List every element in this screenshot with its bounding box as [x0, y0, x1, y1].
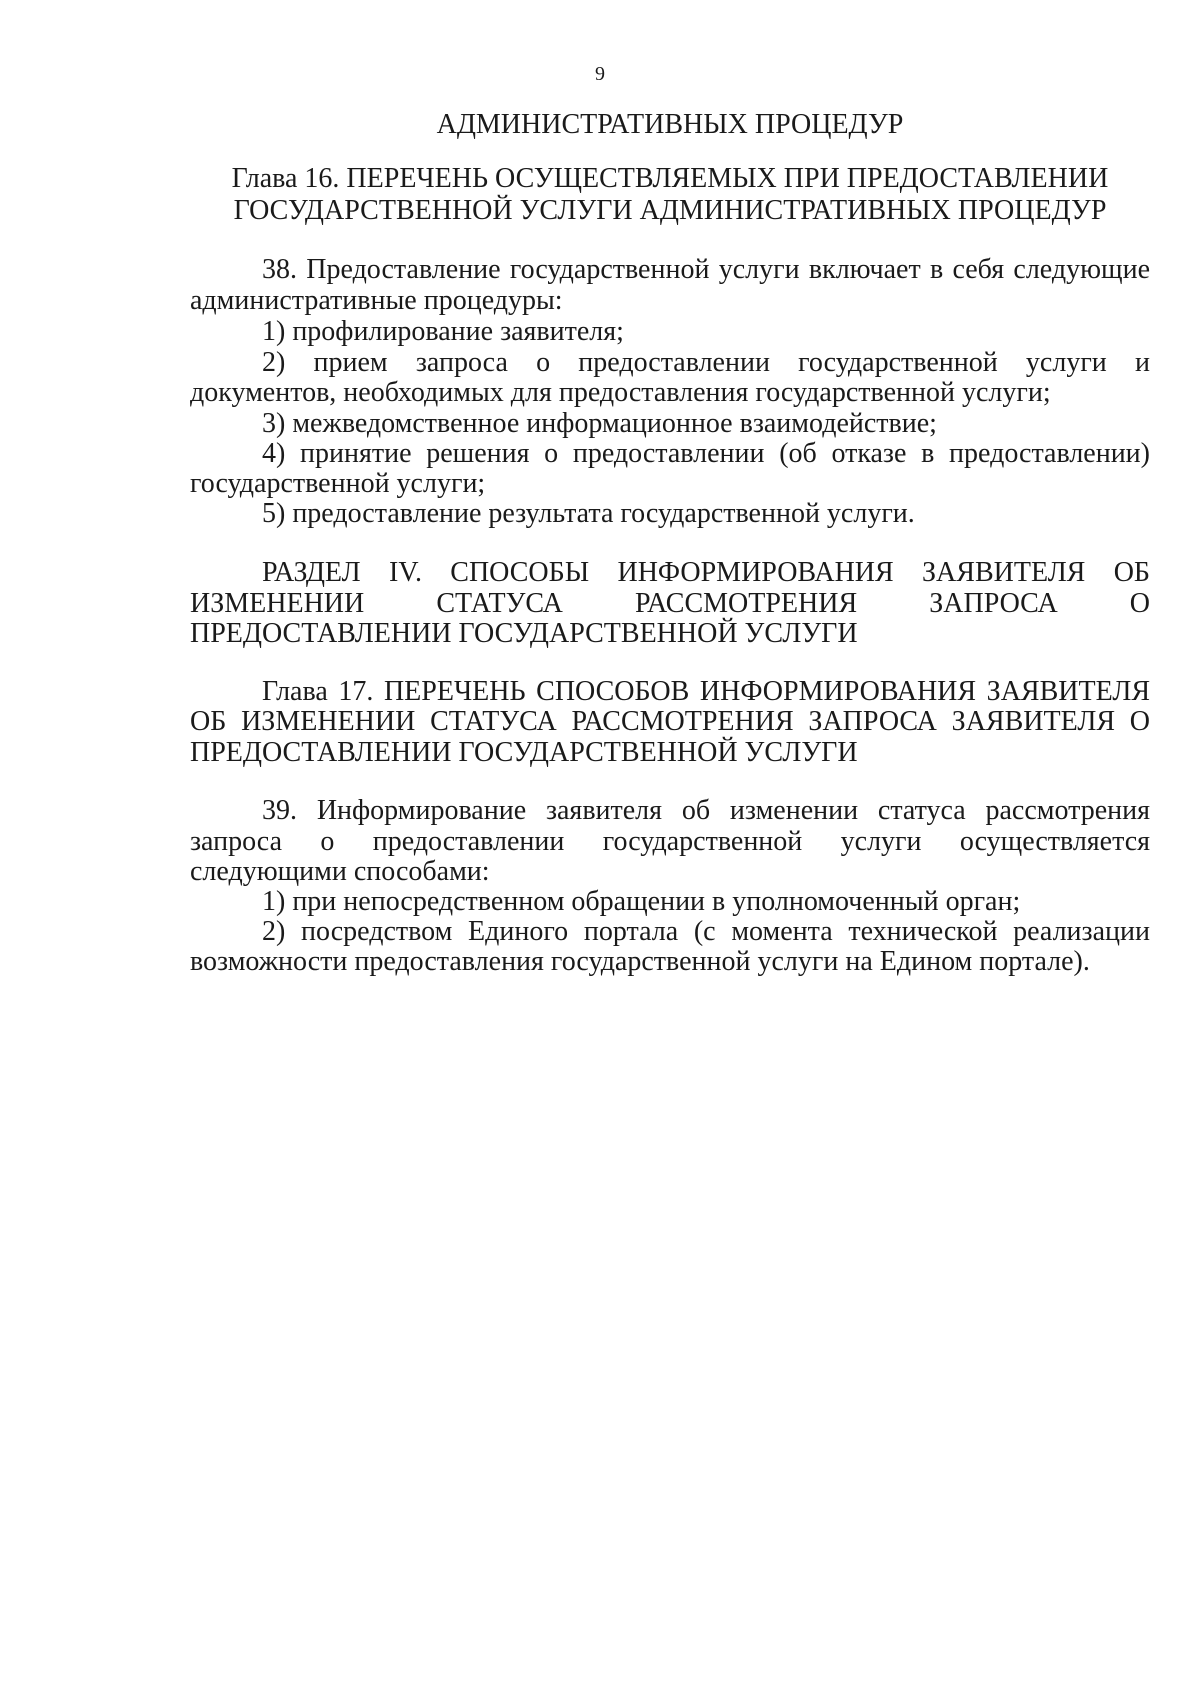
list-item-2-line-2: документов, необходимых для предоставления государственной услуги;	[190, 377, 1051, 408]
paragraph-39-line-1: 39. Информирование заявителя об изменении статуса рассмотрения	[262, 795, 1150, 826]
chapter-17-line-3: ПРЕДОСТАВЛЕНИИ ГОСУДАРСТВЕННОЙ УСЛУГИ	[190, 737, 858, 768]
paragraph-39-line-2: запроса о предоставлении государственной услуги осуществляется	[190, 826, 1150, 857]
section-4-line-1: РАЗДЕЛ IV. СПОСОБЫ ИНФОРМИРОВАНИЯ ЗАЯВИТЕЛЯ ОБ	[262, 557, 1150, 588]
chapter-16-line-2: ГОСУДАРСТВЕННОЙ УСЛУГИ АДМИНИСТРАТИВНЫХ ПРОЦЕДУР	[233, 195, 1107, 226]
heading-continuation: АДМИНИСТРАТИВНЫХ ПРОЦЕДУР	[436, 109, 904, 140]
section-4-line-2: ИЗМЕНЕНИИ СТАТУСА РАССМОТРЕНИЯ ЗАПРОСА О	[190, 588, 1150, 619]
page-number: 9	[595, 63, 605, 85]
list-item-2-line-1: 2) прием запроса о предоставлении государственной услуги и	[262, 347, 1150, 378]
paragraph-38-line-2: административные процедуры:	[190, 285, 563, 316]
chapter-17-line-1: Глава 17. ПЕРЕЧЕНЬ СПОСОБОВ ИНФОРМИРОВАНИЯ ЗАЯВИТЕЛЯ	[262, 676, 1150, 707]
paragraph-38-line-1: 38. Предоставление государственной услуги включает в себя следующие	[262, 254, 1150, 285]
paragraph-39-line-3: следующими способами:	[190, 856, 490, 887]
paragraph-39-item-2-line-1: 2) посредством Единого портала (с момента технической реализации	[262, 916, 1150, 947]
paragraph-39-item-1: 1) при непосредственном обращении в уполномоченный орган;	[262, 886, 1021, 917]
list-item-3: 3) межведомственное информационное взаимодействие;	[262, 408, 937, 439]
list-item-1: 1) профилирование заявителя;	[262, 316, 624, 347]
chapter-16-line-1: Глава 16. ПЕРЕЧЕНЬ ОСУЩЕСТВЛЯЕМЫХ ПРИ ПРЕДОСТАВЛЕНИИ	[231, 163, 1109, 194]
list-item-5: 5) предоставление результата государственной услуги.	[262, 498, 915, 529]
section-4-line-3: ПРЕДОСТАВЛЕНИИ ГОСУДАРСТВЕННОЙ УСЛУГИ	[190, 618, 858, 649]
paragraph-39-item-2-line-2: возможности предоставления государственной услуги на Едином портале).	[190, 946, 1090, 977]
list-item-4-line-1: 4) принятие решения о предоставлении (об отказе в предоставлении)	[262, 438, 1150, 469]
list-item-4-line-2: государственной услуги;	[190, 468, 486, 499]
chapter-17-line-2: ОБ ИЗМЕНЕНИИ СТАТУСА РАССМОТРЕНИЯ ЗАПРОСА ЗАЯВИТЕЛЯ О	[190, 706, 1150, 737]
